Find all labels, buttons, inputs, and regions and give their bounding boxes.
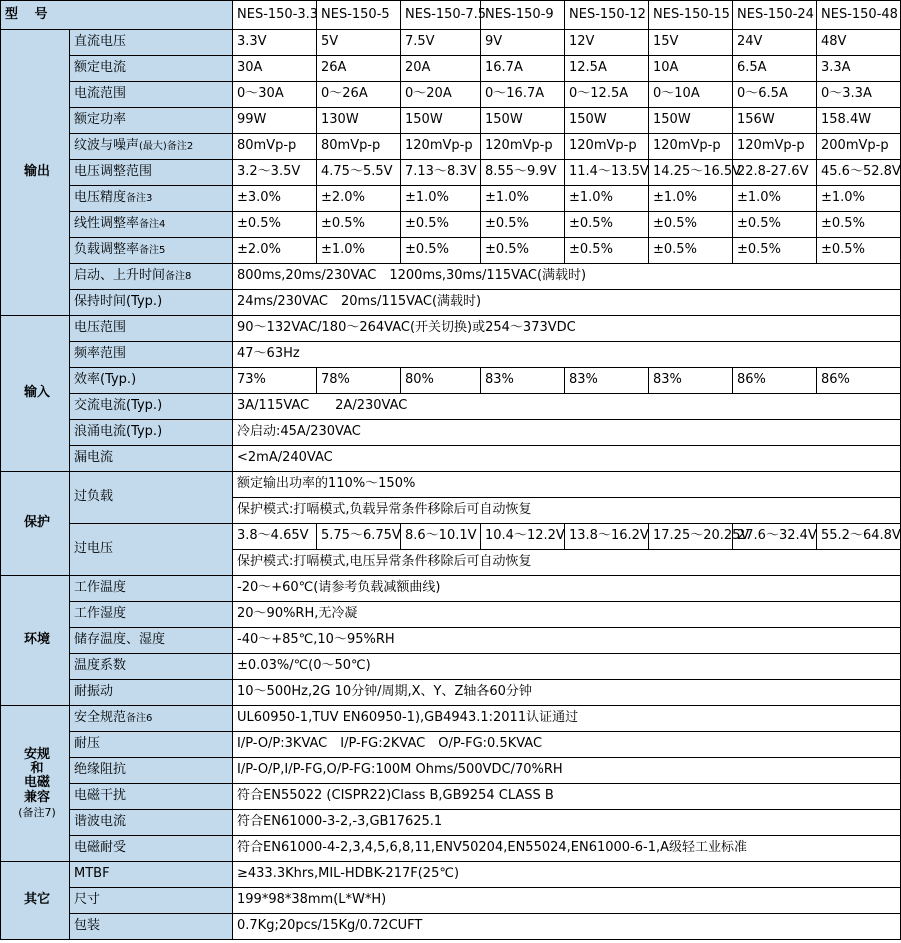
cell: 15V <box>649 30 733 56</box>
cell: 0～12.5A <box>565 82 649 108</box>
label-ac-current: 交流电流(Typ.) <box>70 394 233 420</box>
model-name: NES-150-5 <box>317 1 401 30</box>
cell: ±0.5% <box>733 238 817 264</box>
row-load-reg <box>1 238 901 264</box>
model-name: NES-150-15 <box>649 1 733 30</box>
label-overvoltage: 过电压 <box>70 524 233 576</box>
cell: 16.7A <box>481 56 565 82</box>
cell: 27.6～32.4V <box>733 524 817 550</box>
row-voltage-adj <box>1 160 901 186</box>
cell: ±0.03%/℃(0～50℃) <box>233 654 901 680</box>
cell: 120mVp-p <box>481 134 565 160</box>
label-inrush: 浪涌电流(Typ.) <box>70 420 233 446</box>
cell: 73% <box>233 368 317 394</box>
label-harmonic: 谐波电流 <box>70 810 233 836</box>
row-freq-range <box>1 342 901 368</box>
cell: ±1.0% <box>565 186 649 212</box>
cell: 30A <box>233 56 317 82</box>
note-ref: 备注6 <box>126 713 153 725</box>
row-voltage-tol <box>1 186 901 212</box>
cell: 3.3A <box>817 56 901 82</box>
cell: 保护模式:打嗝模式,电压异常条件移除后可自动恢复 <box>233 550 901 576</box>
label-emi: 电磁干扰 <box>70 784 233 810</box>
cell: 20A <box>401 56 481 82</box>
note-ref: 备注4 <box>139 219 166 231</box>
cell: 83% <box>481 368 565 394</box>
cell: ±0.5% <box>401 238 481 264</box>
cell: 150W <box>481 108 565 134</box>
cell: 7.13～8.3V <box>401 160 481 186</box>
label-text: 电压精度 <box>74 190 127 206</box>
row-temp-coef <box>1 654 901 680</box>
label-dc-voltage: 直流电压 <box>70 30 233 56</box>
group-safety-emc <box>1 706 70 862</box>
group-note: (备注7) <box>18 806 56 820</box>
cell: 120mVp-p <box>401 134 481 160</box>
label-efficiency: 效率(Typ.) <box>70 368 233 394</box>
label-rated-current: 额定电流 <box>70 56 233 82</box>
cell: 150W <box>401 108 481 134</box>
cell: 83% <box>649 368 733 394</box>
row-packing <box>1 914 901 940</box>
note-ref: 备注2 <box>166 141 194 153</box>
model-title: 型 号 <box>1 1 233 30</box>
cell: 158.4W <box>817 108 901 134</box>
cell: 80mVp-p <box>317 134 401 160</box>
label-text: 安全规范 <box>74 710 127 726</box>
row-setup-rise <box>1 264 901 290</box>
label-mtbf: MTBF <box>70 862 233 888</box>
cell: ±1.0% <box>733 186 817 212</box>
cell: 80% <box>401 368 481 394</box>
row-ac-current <box>1 394 901 420</box>
cell: 符合EN61000-3-2,-3,GB17625.1 <box>233 810 901 836</box>
cell: UL60950-1,TUV EN60950-1),GB4943.1:2011认证通过 <box>233 706 901 732</box>
row-inrush <box>1 420 901 446</box>
cell: 冷启动:45A/230VAC <box>233 420 901 446</box>
row-emi <box>1 784 901 810</box>
row-humidity <box>1 602 901 628</box>
label-ems: 电磁耐受 <box>70 836 233 862</box>
cell: 10.4～12.2V <box>481 524 565 550</box>
cell: 24V <box>733 30 817 56</box>
cell: 3.8～4.65V <box>233 524 317 550</box>
cell: 17.25～20.25V <box>649 524 733 550</box>
cell: 0～30A <box>233 82 317 108</box>
cell: ±3.0% <box>233 186 317 212</box>
cell: 5V <box>317 30 401 56</box>
cell: 55.2～64.8V <box>817 524 901 550</box>
cell: ±2.0% <box>233 238 317 264</box>
label-hold-up: 保持时间(Typ.) <box>70 290 233 316</box>
label-overload: 过负载 <box>70 472 233 524</box>
group-input: 输入 <box>1 316 70 472</box>
cell: ±1.0% <box>649 186 733 212</box>
cell: ±0.5% <box>817 212 901 238</box>
cell: 47～63Hz <box>233 342 901 368</box>
row-work-temp <box>1 576 901 602</box>
cell: 130W <box>317 108 401 134</box>
group-other: 其它 <box>1 862 70 940</box>
model-name: NES-150-7.5 <box>401 1 481 30</box>
cell: 199*98*38mm(L*W*H) <box>233 888 901 914</box>
cell: ±0.5% <box>481 212 565 238</box>
cell: 120mVp-p <box>733 134 817 160</box>
cell: ±1.0% <box>401 186 481 212</box>
cell: 150W <box>649 108 733 134</box>
note-ref: 备注5 <box>139 245 166 257</box>
label-rated-power: 额定功率 <box>70 108 233 134</box>
cell: 150W <box>565 108 649 134</box>
cell: 86% <box>733 368 817 394</box>
cell: ±1.0% <box>817 186 901 212</box>
cell: 83% <box>565 368 649 394</box>
row-harmonic <box>1 810 901 836</box>
cell: 48V <box>817 30 901 56</box>
cell: ±0.5% <box>649 238 733 264</box>
label-text: 纹波与噪声 <box>74 138 140 154</box>
group-environment: 环境 <box>1 576 70 706</box>
cell: 120mVp-p <box>565 134 649 160</box>
cell: 13.8～16.2V <box>565 524 649 550</box>
cell: 3A/115VAC 2A/230VAC <box>233 394 901 420</box>
group-protection: 保护 <box>1 472 70 576</box>
label-freq-range: 频率范围 <box>70 342 233 368</box>
cell: 12.5A <box>565 56 649 82</box>
cell: 200mVp-p <box>817 134 901 160</box>
cell: ±1.0% <box>317 238 401 264</box>
row-leakage <box>1 446 901 472</box>
cell: <2mA/240VAC <box>233 446 901 472</box>
label-leakage: 漏电流 <box>70 446 233 472</box>
cell: ±0.5% <box>317 212 401 238</box>
row-isolation <box>1 758 901 784</box>
cell: 45.6～52.8V <box>817 160 901 186</box>
label-voltage-adj: 电压调整范围 <box>70 160 233 186</box>
cell: 12V <box>565 30 649 56</box>
row-safety-standards <box>1 706 901 732</box>
row-dimension <box>1 888 901 914</box>
cell: -20～+60℃(请参考负载减额曲线) <box>233 576 901 602</box>
label-sub: (最大) <box>139 141 167 153</box>
cell: 0～16.7A <box>481 82 565 108</box>
cell: 0～3.3A <box>817 82 901 108</box>
cell: 78% <box>317 368 401 394</box>
label-packing: 包装 <box>70 914 233 940</box>
cell: ±0.5% <box>817 238 901 264</box>
cell: 5.75～6.75V <box>317 524 401 550</box>
model-name: NES-150-12 <box>565 1 649 30</box>
cell: 99W <box>233 108 317 134</box>
cell: -40～+85℃,10～95%RH <box>233 628 901 654</box>
cell: 10～500Hz,2G 10分钟/周期,X、Y、Z轴各60分钟 <box>233 680 901 706</box>
cell: 156W <box>733 108 817 134</box>
cell: I/P-O/P:3KVAC I/P-FG:2KVAC O/P-FG:0.5KVAC <box>233 732 901 758</box>
row-ems <box>1 836 901 862</box>
row-efficiency <box>1 368 901 394</box>
cell: 11.4～13.5V <box>565 160 649 186</box>
row-storage <box>1 628 901 654</box>
model-header-row <box>1 1 901 30</box>
cell: 8.6～10.1V <box>401 524 481 550</box>
label-input-voltage: 电压范围 <box>70 316 233 342</box>
group-line: 和 <box>30 761 44 777</box>
note-ref: 备注8 <box>165 271 192 283</box>
label-text: 启动、上升时间 <box>74 268 166 284</box>
cell: 0～20A <box>401 82 481 108</box>
cell: 额定输出功率的110%～150% <box>233 472 901 498</box>
cell: 9V <box>481 30 565 56</box>
cell: ±0.5% <box>649 212 733 238</box>
cell: ±0.5% <box>481 238 565 264</box>
label-storage: 储存温度、湿度 <box>70 628 233 654</box>
row-hold-up <box>1 290 901 316</box>
label-vibration: 耐振动 <box>70 680 233 706</box>
label-current-range: 电流范围 <box>70 82 233 108</box>
cell: 4.75～5.5V <box>317 160 401 186</box>
cell: ±1.0% <box>481 186 565 212</box>
cell: 800ms,20ms/230VAC 1200ms,30ms/115VAC(满载时) <box>233 264 901 290</box>
cell: 0～10A <box>649 82 733 108</box>
cell: 90～132VAC/180～264VAC(开关切换)或254～373VDC <box>233 316 901 342</box>
group-line: 安规 <box>23 746 50 762</box>
cell: 3.3V <box>233 30 317 56</box>
cell: 120mVp-p <box>649 134 733 160</box>
label-text: 线性调整率 <box>74 216 140 232</box>
row-line-reg <box>1 212 901 238</box>
model-name: NES-150-3.3 <box>233 1 317 30</box>
cell: 7.5V <box>401 30 481 56</box>
cell: 3.2～3.5V <box>233 160 317 186</box>
row-current-range <box>1 82 901 108</box>
cell: 86% <box>817 368 901 394</box>
label-dimension: 尺寸 <box>70 888 233 914</box>
label-temp-coef: 温度系数 <box>70 654 233 680</box>
group-line: 兼容 <box>23 789 50 805</box>
label-ripple <box>70 134 233 160</box>
cell: 22.8-27.6V <box>733 160 817 186</box>
row-withstand <box>1 732 901 758</box>
row-overvoltage-1 <box>1 524 901 550</box>
label-setup-rise <box>70 264 233 290</box>
row-vibration <box>1 680 901 706</box>
label-safety-standards <box>70 706 233 732</box>
row-overload-1 <box>1 472 901 498</box>
cell: 保护模式:打嗝模式,负载异常条件移除后可自动恢复 <box>233 498 901 524</box>
cell: I/P-O/P,I/P-FG,O/P-FG:100M Ohms/500VDC/70%RH <box>233 758 901 784</box>
cell: 6.5A <box>733 56 817 82</box>
row-rated-current <box>1 56 901 82</box>
cell: ±2.0% <box>317 186 401 212</box>
group-output: 输出 <box>1 30 70 316</box>
cell: 0～26A <box>317 82 401 108</box>
row-mtbf <box>1 862 901 888</box>
cell: ±0.5% <box>401 212 481 238</box>
row-input-voltage <box>1 316 901 342</box>
cell: ≥433.3Khrs,MIL-HDBK-217F(25℃) <box>233 862 901 888</box>
cell: 符合EN61000-4-2,3,4,5,6,8,11,ENV50204,EN55024,EN61000-6-1,A级轻工业标准 <box>233 836 901 862</box>
row-dc-voltage <box>1 30 901 56</box>
cell: 8.55～9.9V <box>481 160 565 186</box>
label-work-temp: 工作温度 <box>70 576 233 602</box>
model-name: NES-150-48 <box>817 1 901 30</box>
label-isolation: 绝缘阻抗 <box>70 758 233 784</box>
label-text: 负载调整率 <box>74 242 140 258</box>
label-humidity: 工作湿度 <box>70 602 233 628</box>
cell: 0.7Kg;20pcs/15Kg/0.72CUFT <box>233 914 901 940</box>
cell: 10A <box>649 56 733 82</box>
group-line: 电磁 <box>23 775 50 791</box>
cell: 20～90%RH,无冷凝 <box>233 602 901 628</box>
cell: 26A <box>317 56 401 82</box>
label-line-reg <box>70 212 233 238</box>
cell: ±0.5% <box>733 212 817 238</box>
cell: 80mVp-p <box>233 134 317 160</box>
label-voltage-tol <box>70 186 233 212</box>
cell: 14.25～16.5V <box>649 160 733 186</box>
label-withstand: 耐压 <box>70 732 233 758</box>
cell: ±0.5% <box>233 212 317 238</box>
note-ref: 备注3 <box>126 193 153 205</box>
model-name: NES-150-24 <box>733 1 817 30</box>
cell: 24ms/230VAC 20ms/115VAC(满载时) <box>233 290 901 316</box>
label-load-reg <box>70 238 233 264</box>
cell: 符合EN55022 (CISPR22)Class B,GB9254 CLASS B <box>233 784 901 810</box>
cell: ±0.5% <box>565 212 649 238</box>
cell: ±0.5% <box>565 238 649 264</box>
row-rated-power <box>1 108 901 134</box>
cell: 0～6.5A <box>733 82 817 108</box>
row-ripple <box>1 134 901 160</box>
model-name: NES-150-9 <box>481 1 565 30</box>
